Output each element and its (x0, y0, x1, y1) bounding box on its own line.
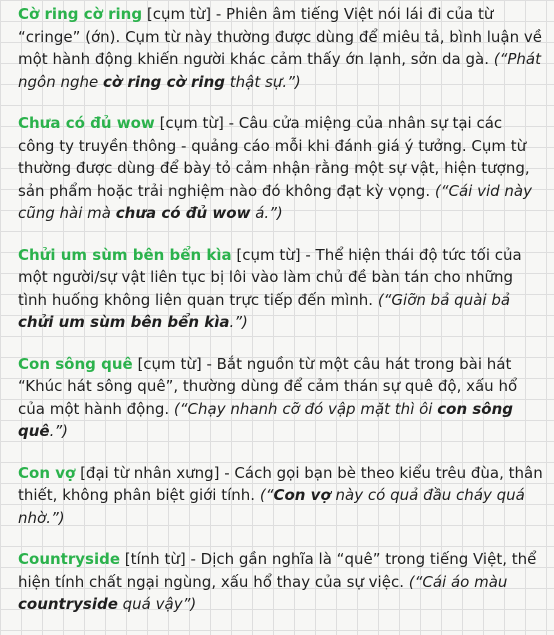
example-text-before: (“Cái vid này cũng hài mà (18, 181, 532, 222)
glossary-entry-countryside (18, 548, 543, 616)
glossary-entry-co-ring-co-ring (18, 3, 543, 93)
example-text-before: (“Cái áo màu (408, 572, 508, 591)
example-term: chửi um sùm bên bển kìa (18, 313, 230, 331)
example-text-after: này có quả đầu cháy quá nhờ.”) (18, 486, 525, 527)
entry-definition: - Cách gọi bạn bè theo kiểu trêu đùa, thân thiết, không phân biệt giới tính. (18, 463, 543, 504)
entry-term: Chưa có đủ wow (18, 114, 155, 132)
example-text-after: .”) (229, 313, 248, 331)
example-text-before: (“ (259, 486, 274, 504)
entry-definition: - Thể hiện thái độ tức tối của một người/sự vật liên tục bị lôi vào làm chủ đề bàn tán cho những tình huống không liên quan trực tiếp đến mình. (18, 245, 522, 309)
example-term: countryside (18, 595, 118, 613)
example-text-before: (“Chạy nhanh cỡ đó vập mặt thì ôi (173, 399, 438, 418)
entry-term: Con sông quê (18, 354, 133, 373)
entry-part-of-speech: [cụm từ] (142, 5, 212, 23)
example-text-after: á.”) (250, 204, 283, 222)
example-text-after: .”) (49, 422, 68, 440)
example-text-after: thật sự.”) (225, 72, 301, 91)
entry-definition: - Dịch gần nghĩa là “quê” trong tiếng Việt, thể hiện tính chất ngại ngùng, xấu hổ thay của sự việc. (18, 550, 537, 591)
entry-term: Cờ ring cờ ring (18, 5, 143, 23)
entry-part-of-speech: [tính từ] (120, 550, 186, 568)
glossary-entry-chua-co-du-wow (18, 112, 543, 225)
entry-definition: - Phiên âm tiếng Việt nói lái đi của từ “cringe” (ớn). Cụm từ này thường được dùng để miêu tả, bình luận về một hành động khiến người khác cảm thấy ớn lạnh, sởn da gà. (18, 5, 542, 68)
entry-term: Con vợ (18, 463, 76, 482)
entry-part-of-speech: [đại từ nhân xưng] (75, 463, 220, 482)
example-term: con sông quê (18, 399, 513, 440)
glossary-entry-chui-um-sum (18, 244, 543, 334)
glossary-entry-con-vo (18, 462, 543, 530)
entry-term: Countryside (18, 550, 120, 568)
glossary-list (18, 3, 543, 635)
entry-part-of-speech: [cụm từ] (231, 245, 301, 264)
example-term: cờ ring cờ ring (103, 72, 225, 91)
example-term: Con vợ (273, 486, 331, 504)
example-text-before: (“Giỡn bả quài bả (377, 290, 511, 309)
entry-part-of-speech: [cụm từ] (132, 354, 202, 373)
entry-part-of-speech: [cụm từ] (154, 114, 224, 132)
glossary-entry-con-song-que (18, 353, 543, 443)
entry-term: Chửi um sùm bên bển kìa (18, 245, 232, 264)
example-text-before: (“Phát ngôn nghe (18, 50, 541, 91)
example-term: chưa có đủ wow (115, 204, 251, 222)
entry-definition: - Câu cửa miệng của nhân sự tại các công ty truyền thông - quảng cáo mỗi khi đánh giá ý tưởng. Cụm từ thường được dùng để bày tỏ cảm nhận rằng một sự vật, hiện tượng, sản phẩm hoặc trải nghiệm nào đó không đạt kỳ vọng. (18, 114, 530, 200)
entry-definition: - Bắt nguồn từ một câu hát trong bài hát “Khúc hát sông quê”, thường dùng để cảm thán sự quê độ, xấu hổ của một hành động. (18, 354, 518, 418)
example-text-after: quá vậy”) (117, 595, 197, 613)
